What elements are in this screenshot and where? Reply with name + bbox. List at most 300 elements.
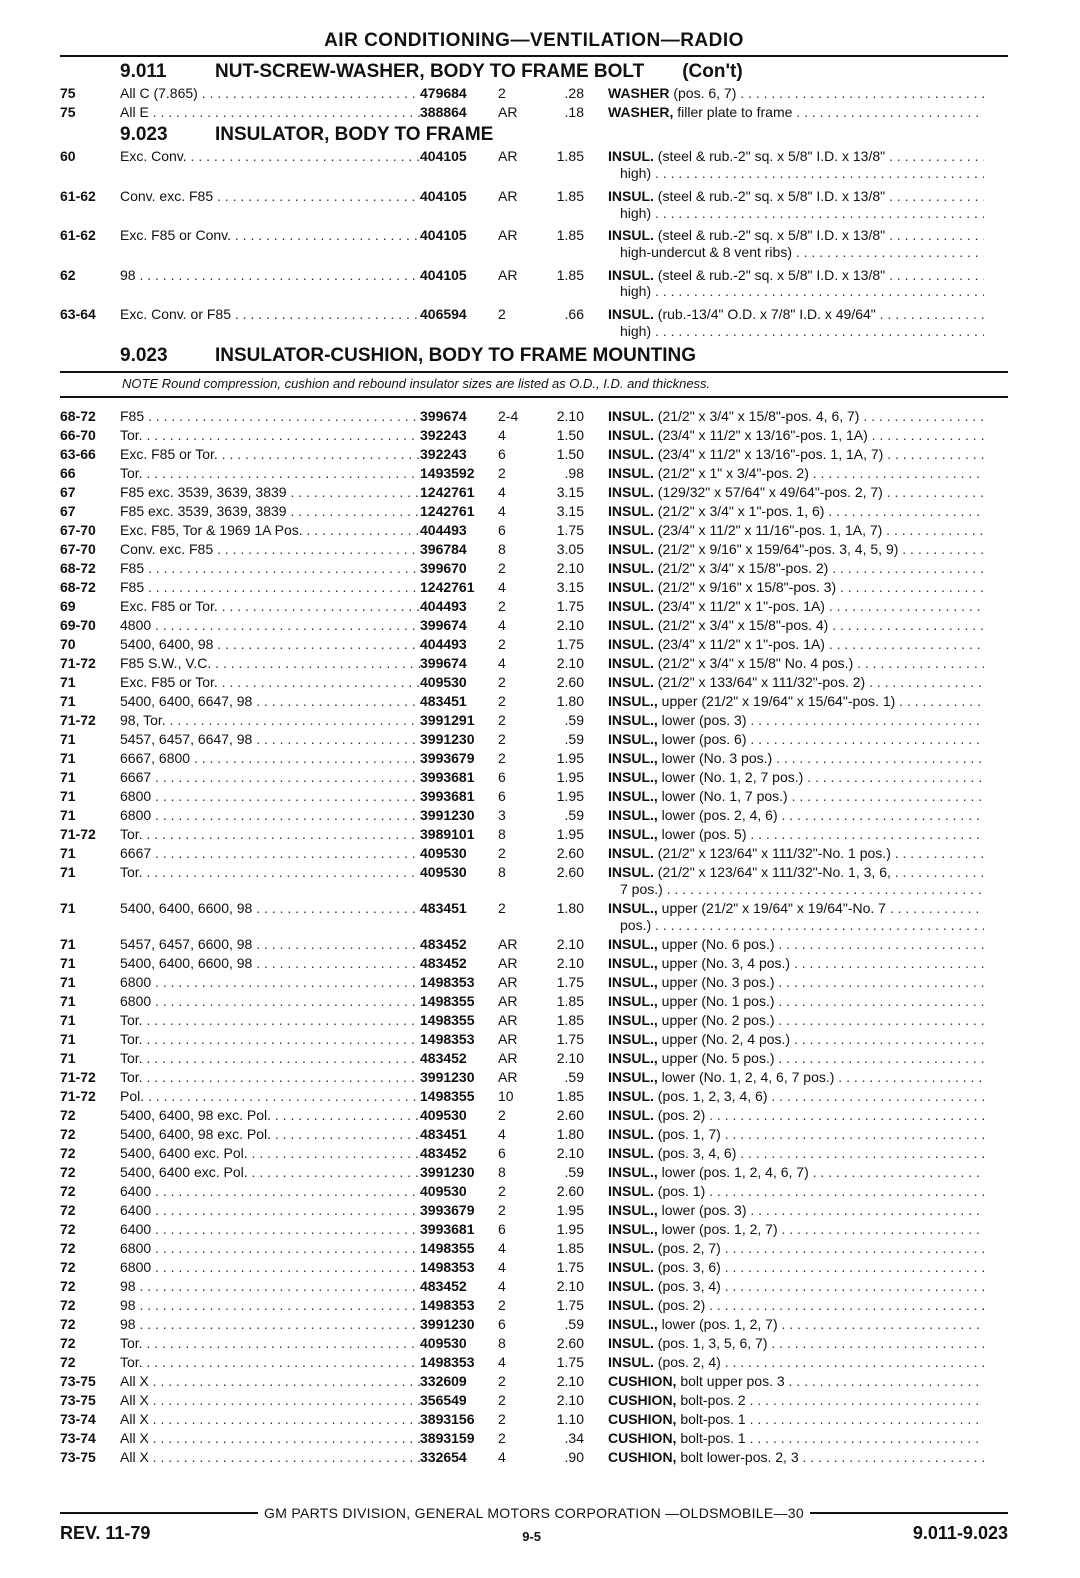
price: 3.15 — [556, 484, 584, 501]
description — [608, 598, 984, 615]
table-row — [60, 267, 1008, 300]
price: 1.75 — [556, 1030, 584, 1047]
description — [608, 267, 984, 300]
part-name: INSUL., — [608, 1201, 658, 1218]
model-year: 72 — [60, 1144, 76, 1161]
part-description: bolt-pos. 1 — [680, 1429, 746, 1446]
model-year: 72 — [60, 1296, 76, 1313]
quantity: 4 — [498, 1277, 506, 1294]
table-row — [60, 1031, 1008, 1048]
part-description: (steel & rub.-2" sq. x 5/8" I.D. x 13/8" — [657, 187, 886, 204]
section-suffix: (Con't) — [682, 61, 743, 82]
description — [608, 1221, 984, 1238]
part-description: lower (pos. 2, 4, 6) — [661, 807, 778, 824]
application — [120, 807, 420, 824]
part-description: upper (No. 1 pos.) — [661, 992, 775, 1009]
model-year: 71-72 — [60, 1068, 96, 1085]
description-line — [608, 769, 984, 786]
model-year: 71 — [60, 1011, 76, 1028]
description-line — [608, 1107, 984, 1124]
table-row — [60, 617, 1008, 634]
description-line — [608, 864, 984, 881]
description — [608, 227, 984, 260]
description-line — [608, 1316, 984, 1333]
application — [120, 655, 420, 672]
application-text: 6800 — [120, 807, 152, 824]
table-row — [60, 85, 1008, 102]
description-line — [608, 598, 984, 615]
description — [608, 936, 984, 953]
description-line — [608, 579, 984, 596]
part-name: INSUL. — [608, 503, 654, 520]
section-number: 9.023 — [120, 345, 168, 367]
part-name: INSUL. — [608, 560, 654, 577]
table-row — [60, 579, 1008, 596]
part-description: lower (No. 1, 7 pos.) — [661, 788, 788, 805]
quantity: 2 — [498, 636, 506, 653]
description-continuation — [608, 244, 984, 261]
part-description: lower (No. 1, 2, 7 pos.) — [661, 769, 804, 786]
description-line — [608, 1297, 984, 1314]
table-row — [60, 541, 1008, 558]
application — [120, 636, 420, 653]
part-name: INSUL. — [608, 187, 654, 204]
description-line — [608, 1164, 984, 1181]
description-line — [608, 1335, 984, 1352]
model-year: 60 — [60, 148, 76, 165]
description — [608, 446, 984, 463]
quantity: 4 — [498, 484, 506, 501]
price: .66 — [564, 306, 584, 323]
part-description-cont: pos.) — [620, 916, 652, 933]
table-row — [60, 1335, 1008, 1352]
price: 2.10 — [556, 1372, 584, 1389]
section-range: 9.011-9.023 — [912, 1523, 1008, 1543]
application — [120, 541, 420, 558]
description-line — [608, 731, 984, 748]
part-description: upper (No. 3 pos.) — [661, 973, 775, 990]
price: .59 — [564, 1163, 584, 1180]
price: 1.75 — [556, 1353, 584, 1370]
price: 1.75 — [556, 1296, 584, 1313]
part-description: (steel & rub.-2" sq. x 5/8" I.D. x 13/8" — [657, 148, 886, 165]
model-year: 71 — [60, 731, 76, 748]
description — [608, 306, 984, 339]
price: 1.10 — [556, 1410, 584, 1427]
description-line — [608, 674, 984, 691]
model-year: 68-72 — [60, 408, 96, 425]
footer-rule-left — [60, 1512, 258, 1514]
quantity: 4 — [498, 617, 506, 634]
description-line — [608, 560, 984, 577]
part-description: bolt-pos. 2 — [680, 1391, 746, 1408]
part-number: 1498353 — [420, 1258, 475, 1275]
table-row — [60, 598, 1008, 615]
price: .34 — [564, 1429, 584, 1446]
quantity: 2 — [498, 1372, 506, 1389]
model-year: 73-75 — [60, 1448, 96, 1465]
application-text: 6667 — [120, 845, 152, 862]
description-line — [608, 408, 984, 425]
part-name: INSUL., — [608, 954, 658, 971]
part-number: 483451 — [420, 1125, 467, 1142]
part-name: INSUL. — [608, 1334, 654, 1351]
table-row — [60, 1449, 1008, 1466]
description-line — [608, 522, 984, 539]
price: 1.80 — [556, 693, 584, 710]
model-year: 72 — [60, 1239, 76, 1256]
part-number: 404105 — [420, 148, 467, 165]
price: 1.75 — [556, 973, 584, 990]
application-text: 5400, 6400, 6600, 98 — [120, 900, 253, 917]
part-name: INSUL. — [608, 427, 654, 444]
price: 1.50 — [556, 427, 584, 444]
part-number: 1498355 — [420, 1087, 475, 1104]
description — [608, 1088, 984, 1105]
part-number: 409530 — [420, 1334, 467, 1351]
quantity: AR — [498, 1049, 518, 1066]
part-number: 396784 — [420, 541, 467, 558]
part-name: INSUL. — [608, 1087, 654, 1104]
application — [120, 1126, 420, 1143]
application — [120, 446, 420, 463]
quantity: 10 — [498, 1087, 514, 1104]
model-year: 72 — [60, 1277, 76, 1294]
application-text: 98 — [120, 266, 136, 283]
part-number: 409530 — [420, 845, 467, 862]
application — [120, 955, 420, 972]
description-line — [608, 427, 984, 444]
application — [120, 579, 420, 596]
description — [608, 864, 984, 897]
part-number: 1498353 — [420, 1296, 475, 1313]
part-number: 409530 — [420, 1182, 467, 1199]
part-description: (steel & rub.-2" sq. x 5/8" I.D. x 13/8" — [657, 227, 886, 244]
table-row — [60, 864, 1008, 897]
application — [120, 1240, 420, 1257]
part-number: 404105 — [420, 227, 467, 244]
description — [608, 1107, 984, 1124]
table-row — [60, 993, 1008, 1010]
table-row — [60, 955, 1008, 972]
price: 2.10 — [556, 1391, 584, 1408]
description-line — [608, 807, 984, 824]
model-year: 66-70 — [60, 427, 96, 444]
table-row — [60, 1259, 1008, 1276]
table-row — [60, 826, 1008, 843]
quantity: 8 — [498, 1334, 506, 1351]
table-row — [60, 1316, 1008, 1333]
application-text: Tor. — [120, 465, 143, 482]
price: .18 — [564, 103, 584, 120]
application — [120, 427, 420, 444]
quantity: AR — [498, 148, 518, 165]
part-number: 332609 — [420, 1372, 467, 1389]
model-year: 72 — [60, 1125, 76, 1142]
application — [120, 227, 420, 244]
part-name: CUSHION, — [608, 1429, 677, 1446]
description-line — [608, 993, 984, 1010]
application — [120, 826, 420, 843]
application-text: Conv. exc. F85 — [120, 187, 214, 204]
application — [120, 1449, 420, 1466]
quantity: 2 — [498, 693, 506, 710]
part-number: 483451 — [420, 900, 467, 917]
part-description: (23/4" x 11/2" x 13/16"-pos. 1, 1A, 7) — [657, 446, 884, 463]
quantity: 2 — [498, 1296, 506, 1313]
application — [120, 1107, 420, 1124]
description-line — [608, 788, 984, 805]
price: 1.85 — [556, 227, 584, 244]
quantity: AR — [498, 266, 518, 283]
quantity: 2 — [498, 1410, 506, 1427]
part-number: 3893156 — [420, 1410, 475, 1427]
application-text: 5457, 6457, 6647, 98 — [120, 731, 253, 748]
part-description: filler plate to frame — [677, 103, 793, 120]
price: 1.50 — [556, 446, 584, 463]
model-year: 75 — [60, 103, 76, 120]
description — [608, 674, 984, 691]
part-description: upper (No. 2, 4 pos.) — [661, 1030, 791, 1047]
application-text: Tor. — [120, 1011, 143, 1028]
part-description: upper (No. 2 pos.) — [661, 1011, 775, 1028]
part-description: (steel & rub.-2" sq. x 5/8" I.D. x 13/8" — [657, 266, 886, 283]
application — [120, 1164, 420, 1181]
part-number: 356549 — [420, 1391, 467, 1408]
part-number: 1498353 — [420, 973, 475, 990]
sections-container — [60, 61, 1008, 1466]
model-year: 71 — [60, 935, 76, 952]
description — [608, 1031, 984, 1048]
application — [120, 900, 420, 917]
part-number: 399674 — [420, 655, 467, 672]
application — [120, 1430, 420, 1447]
part-number: 409530 — [420, 1106, 467, 1123]
application — [120, 148, 420, 165]
part-name: INSUL., — [608, 807, 658, 824]
description — [608, 769, 984, 786]
description — [608, 541, 984, 558]
description — [608, 1354, 984, 1371]
description-line — [608, 541, 984, 558]
table-row — [60, 408, 1008, 425]
application — [120, 1050, 420, 1067]
description — [608, 1145, 984, 1162]
quantity: 4 — [498, 1125, 506, 1142]
part-description: (pos. 1) — [657, 1182, 706, 1199]
part-description: (21/2" x 1" x 3/4"-pos. 2) — [657, 465, 809, 482]
part-description: lower (pos. 3) — [661, 712, 747, 729]
price: .90 — [564, 1448, 584, 1465]
application — [120, 993, 420, 1010]
part-name: INSUL. — [608, 655, 654, 672]
price: 2.60 — [556, 674, 584, 691]
application — [120, 1259, 420, 1276]
part-name: INSUL., — [608, 1220, 658, 1237]
description-line — [608, 636, 984, 653]
price: 3.05 — [556, 541, 584, 558]
table-row — [60, 1183, 1008, 1200]
part-number: 409530 — [420, 864, 467, 881]
table-row — [60, 1202, 1008, 1219]
table-row — [60, 974, 1008, 991]
table-row — [60, 522, 1008, 539]
model-year: 67 — [60, 503, 76, 520]
price: 1.95 — [556, 788, 584, 805]
description — [608, 1126, 984, 1143]
model-year: 62 — [60, 266, 76, 283]
description-line — [608, 1430, 984, 1447]
price: 1.85 — [556, 992, 584, 1009]
quantity: AR — [498, 187, 518, 204]
model-year: 61-62 — [60, 227, 96, 244]
part-description: bolt-pos. 1 — [680, 1410, 746, 1427]
application — [120, 617, 420, 634]
price: 2.60 — [556, 864, 584, 881]
part-description-cont: high) — [620, 283, 652, 300]
quantity: 3 — [498, 807, 506, 824]
part-name: INSUL., — [608, 1049, 658, 1066]
quantity: 6 — [498, 788, 506, 805]
model-year: 67 — [60, 484, 76, 501]
part-name: INSUL., — [608, 900, 658, 917]
part-description: (rub.-13/4" O.D. x 7/8" I.D. x 49/64" — [657, 306, 876, 323]
section-note: NOTE Round compression, cushion and rebound insulator sizes are listed as O.D., I.D. and thickness. — [122, 376, 711, 392]
description — [608, 1240, 984, 1257]
application-text: Exc. Conv. or F85 — [120, 306, 232, 323]
application — [120, 188, 420, 205]
part-description: (21/2" x 3/4" x 15/8"-pos. 2) — [657, 560, 829, 577]
model-year: 71 — [60, 769, 76, 786]
model-year: 71 — [60, 693, 76, 710]
quantity: 4 — [498, 1353, 506, 1370]
price: 1.75 — [556, 636, 584, 653]
part-number: 409530 — [420, 674, 467, 691]
table-row — [60, 1145, 1008, 1162]
section-title: NUT-SCREW-WASHER, BODY TO FRAME BOLT — [215, 61, 645, 82]
description-line — [608, 85, 984, 102]
application-text: 6400 — [120, 1182, 152, 1199]
table-row — [60, 845, 1008, 862]
quantity: AR — [498, 103, 518, 120]
model-year: 68-72 — [60, 560, 96, 577]
quantity: AR — [498, 954, 518, 971]
model-year: 67-70 — [60, 541, 96, 558]
quantity: 2 — [498, 1106, 506, 1123]
description-line — [608, 1126, 984, 1143]
application-text: 5400, 6400, 98 exc. Pol. — [120, 1125, 271, 1142]
application-text: Exc. F85 or Tor. — [120, 446, 218, 463]
price: 1.85 — [556, 1011, 584, 1028]
application — [120, 1031, 420, 1048]
part-name: INSUL., — [608, 1030, 658, 1047]
part-name: INSUL., — [608, 992, 658, 1009]
part-description: bolt upper pos. 3 — [680, 1372, 785, 1389]
description-line — [608, 1183, 984, 1200]
description — [608, 85, 984, 102]
quantity: AR — [498, 992, 518, 1009]
quantity: 2 — [498, 1182, 506, 1199]
description-continuation — [608, 205, 984, 222]
application-text: 98 — [120, 1277, 136, 1294]
page-footer — [60, 1505, 1008, 1544]
part-name: INSUL., — [608, 750, 658, 767]
part-number: 399674 — [420, 617, 467, 634]
part-number: 1498353 — [420, 1030, 475, 1047]
model-year: 63-66 — [60, 446, 96, 463]
part-name: CUSHION, — [608, 1391, 677, 1408]
quantity: 4 — [498, 1239, 506, 1256]
table-row — [60, 1392, 1008, 1409]
part-number: 3993681 — [420, 788, 475, 805]
model-year: 73-75 — [60, 1372, 96, 1389]
table-row — [60, 1050, 1008, 1067]
quantity: 6 — [498, 769, 506, 786]
part-name: INSUL. — [608, 266, 654, 283]
table-row — [60, 427, 1008, 444]
quantity: AR — [498, 1011, 518, 1028]
description-line — [608, 188, 984, 205]
application-text: 6800 — [120, 1239, 152, 1256]
part-name: INSUL., — [608, 1163, 658, 1180]
part-description: lower (pos. 3) — [661, 1201, 747, 1218]
part-description: (21/2" x 9/16" x 159/64"-pos. 3, 4, 5, 9) — [657, 541, 899, 558]
table-row — [60, 446, 1008, 463]
description — [608, 560, 984, 577]
part-description: lower (pos. 6) — [661, 731, 747, 748]
application-text: All C (7.865) — [120, 85, 198, 101]
model-year: 72 — [60, 1201, 76, 1218]
table-row — [60, 188, 1008, 221]
quantity: 8 — [498, 1163, 506, 1180]
description-continuation — [608, 917, 984, 934]
description — [608, 104, 984, 121]
description-line — [608, 617, 984, 634]
description-line — [608, 936, 984, 953]
part-name: INSUL. — [608, 446, 654, 463]
application-text: 98, Tor. — [120, 712, 166, 729]
table-row — [60, 503, 1008, 520]
application-text: 6800 — [120, 992, 152, 1009]
quantity: 2 — [498, 845, 506, 862]
application-text: 6667, 6800 — [120, 750, 191, 767]
table-row — [60, 674, 1008, 691]
description — [608, 750, 984, 767]
application — [120, 484, 420, 501]
application-text: Exc. F85, Tor & 1969 1A Pos. — [120, 522, 303, 539]
price: .59 — [564, 712, 584, 729]
part-number: 3991230 — [420, 1068, 475, 1085]
application-text: F85 exc. 3539, 3639, 3839 — [120, 484, 287, 501]
application — [120, 864, 420, 881]
model-year: 66 — [60, 465, 76, 482]
quantity: 2 — [498, 1201, 506, 1218]
application-text: 6400 — [120, 1220, 152, 1237]
part-name: INSUL., — [608, 1011, 658, 1028]
part-number: 1242761 — [420, 484, 475, 501]
part-name: INSUL. — [608, 1182, 654, 1199]
model-year: 75 — [60, 85, 76, 101]
section-3 — [60, 345, 1008, 1465]
section-title: INSULATOR-CUSHION, BODY TO FRAME MOUNTING — [215, 345, 696, 367]
section-heading — [120, 61, 1008, 83]
part-description: (23/4" x 11/2" x 1"-pos. 1A) — [657, 636, 825, 653]
price: 1.75 — [556, 598, 584, 615]
description — [608, 807, 984, 824]
part-number: 392243 — [420, 427, 467, 444]
model-year: 63-64 — [60, 306, 96, 323]
description-line — [608, 1259, 984, 1276]
